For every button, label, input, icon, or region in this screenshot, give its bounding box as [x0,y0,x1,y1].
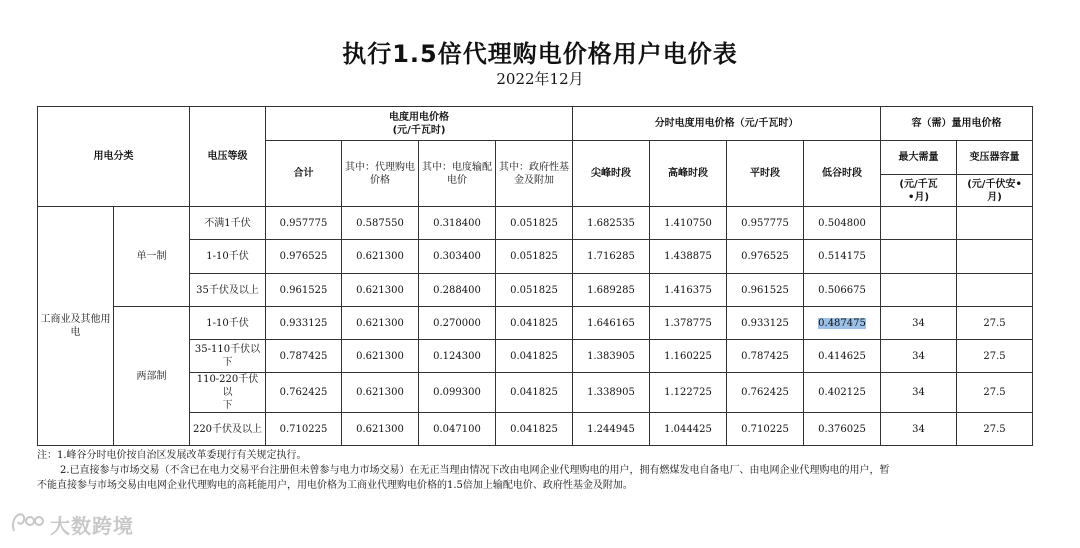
proxy-cell: 0.621300 [342,373,419,413]
total-cell: 0.762425 [266,373,342,413]
demand-cell: 34 [881,307,957,340]
proxy-cell: 0.621300 [342,307,419,340]
watermark-logo-icon [10,511,44,539]
valley-cell: 0.414625 [804,340,881,373]
header-gov-fund-line2: 金及附加 [514,174,554,186]
transformer-cell: 27.5 [957,307,1033,340]
voltage-cell: 35千伏及以上 [190,274,266,307]
demand-cell: 34 [881,373,957,413]
transmission-cell: 0.303400 [419,240,496,274]
header-kwh-group [266,107,573,141]
header-gov-fund [496,141,573,207]
header-max-demand-unit [881,175,957,207]
category-main-line1: 工商业及其他用 [40,314,111,325]
valley-cell: 0.514175 [804,240,881,274]
header-capacity-group: 容（需）量用电价格 [881,107,1033,141]
demand-cell [881,274,957,307]
sharp-cell: 1.338905 [573,373,650,413]
voltage-cell: 220千伏及以上 [190,413,266,446]
fund-cell: 0.041825 [496,373,573,413]
header-proxy-line1: 其中：代理购电 [345,161,415,173]
proxy-cell: 0.621300 [342,340,419,373]
peak-cell: 1.122725 [650,373,727,413]
transformer-cell [957,274,1033,307]
flat-cell: 0.961525 [727,274,804,307]
voltage-cell: 不满1千伏 [190,207,266,240]
max-demand-unit-line1: (元/千瓦 [899,178,938,190]
voltage-cell: 1-10千伏 [190,307,266,340]
peak-cell: 1.378775 [650,307,727,340]
demand-cell: 34 [881,340,957,373]
header-transformer-unit [957,175,1033,207]
header-category: 用电分类 [38,107,190,207]
proxy-cell: 0.621300 [342,240,419,274]
proxy-cell: 0.621300 [342,274,419,307]
max-demand-unit-line2: •月) [908,191,930,203]
valley-cell: 0.402125 [804,373,881,413]
fund-cell: 0.051825 [496,207,573,240]
transformer-cell: 27.5 [957,340,1033,373]
voltage-cell: 1-10千伏 [190,240,266,274]
flat-cell: 0.933125 [727,307,804,340]
header-valley: 低谷时段 [804,141,881,207]
total-cell: 0.933125 [266,307,342,340]
peak-cell: 1.438875 [650,240,727,274]
transformer-unit-line1: (元/千伏安• [967,178,1022,190]
sharp-cell: 1.682535 [573,207,650,240]
total-cell: 0.976525 [266,240,342,274]
voltage-cell: 35-110千伏以下 [190,340,266,373]
proxy-cell: 0.587550 [342,207,419,240]
valley-cell-highlighted[interactable]: 0.487475 [818,317,866,329]
transformer-cell [957,240,1033,274]
flat-cell: 0.976525 [727,240,804,274]
header-tou-group: 分时电度用电价格（元/千瓦时） [573,107,881,141]
category-main-line2: 电 [70,327,81,338]
demand-cell [881,240,957,274]
note-line-3: 不能直接参与市场交易由电网企业代理购电的高耗能用户，用电价格为工商业代理购电价格的1.5倍加上输配电价、政府性基金及附加。 [37,480,633,491]
flat-cell: 0.710225 [727,413,804,446]
flat-cell: 0.787425 [727,340,804,373]
header-total: 合计 [266,141,342,207]
header-proxy-line2: 价格 [370,174,390,186]
sharp-cell: 1.383905 [573,340,650,373]
single-system-label: 单一制 [114,207,190,307]
peak-cell: 1.160225 [650,340,727,373]
peak-cell: 1.410750 [650,207,727,240]
header-peak: 高峰时段 [650,141,727,207]
header-transmission-line2: 电价 [447,174,467,186]
demand-cell [881,207,957,240]
header-proxy [342,141,419,207]
voltage-cell [190,373,266,413]
page-title: 执行1.5倍代理购电价格用户电价表 [342,40,738,68]
category-main [38,207,114,446]
valley-cell [804,307,881,340]
transmission-cell: 0.047100 [419,413,496,446]
peak-cell: 1.416375 [650,274,727,307]
peak-cell: 1.044425 [650,413,727,446]
two-part-system-label: 两部制 [114,307,190,446]
transformer-unit-line2: 月) [987,191,1002,203]
header-voltage: 电压等级 [190,107,266,207]
transmission-cell: 0.288400 [419,274,496,307]
fund-cell: 0.051825 [496,240,573,274]
fund-cell: 0.041825 [496,413,573,446]
sharp-cell: 1.646165 [573,307,650,340]
transformer-cell [957,207,1033,240]
price-table [37,106,1033,446]
proxy-cell: 0.621300 [342,413,419,446]
valley-cell: 0.506675 [804,274,881,307]
valley-cell: 0.504800 [804,207,881,240]
header-transmission [419,141,496,207]
total-cell: 0.787425 [266,340,342,373]
watermark-text: 大数跨境 [50,514,134,538]
total-cell: 0.710225 [266,413,342,446]
table-row [38,307,1033,340]
transmission-cell: 0.270000 [419,307,496,340]
header-transformer: 变压器容量 [957,141,1033,175]
note-line-1: 注：1.峰谷分时电价按自治区发展改革委现行有关规定执行。 [37,450,307,461]
transformer-cell: 27.5 [957,373,1033,413]
page-subtitle: 2022年12月 [496,70,584,88]
fund-cell: 0.041825 [496,307,573,340]
sharp-cell: 1.689285 [573,274,650,307]
watermark [10,510,134,539]
transmission-cell: 0.124300 [419,340,496,373]
total-cell: 0.961525 [266,274,342,307]
header-flat: 平时段 [727,141,804,207]
voltage-line1: 110-220千伏以 [196,374,259,398]
fund-cell: 0.041825 [496,340,573,373]
header-peak-sharp: 尖峰时段 [573,141,650,207]
sharp-cell: 1.716285 [573,240,650,274]
header-gov-fund-line1: 其中：政府性基 [499,161,569,173]
header-transmission-line1: 其中：电度输配 [422,161,492,173]
valley-cell: 0.376025 [804,413,881,446]
transmission-cell: 0.318400 [419,207,496,240]
flat-cell: 0.762425 [727,373,804,413]
flat-cell: 0.957775 [727,207,804,240]
table-row [38,207,1033,240]
header-kwh-group-line1: 电度用电价格 [389,111,449,123]
voltage-line2: 下 [222,400,233,411]
fund-cell: 0.051825 [496,274,573,307]
header-kwh-group-line2: (元/千瓦时) [392,124,446,136]
header-max-demand: 最大需量 [881,141,957,175]
note-line-2: 2.已直接参与市场交易（不含已在电力交易平台注册但未曾参与电力市场交易）在无正当理由情况下改由电网企业代理购电的用户，拥有燃煤发电自备电厂、由电网企业代理购电的用户，暂 [60,465,890,476]
demand-cell: 34 [881,413,957,446]
transmission-cell: 0.099300 [419,373,496,413]
transformer-cell: 27.5 [957,413,1033,446]
sharp-cell: 1.244945 [573,413,650,446]
total-cell: 0.957775 [266,207,342,240]
notes [37,448,1047,493]
